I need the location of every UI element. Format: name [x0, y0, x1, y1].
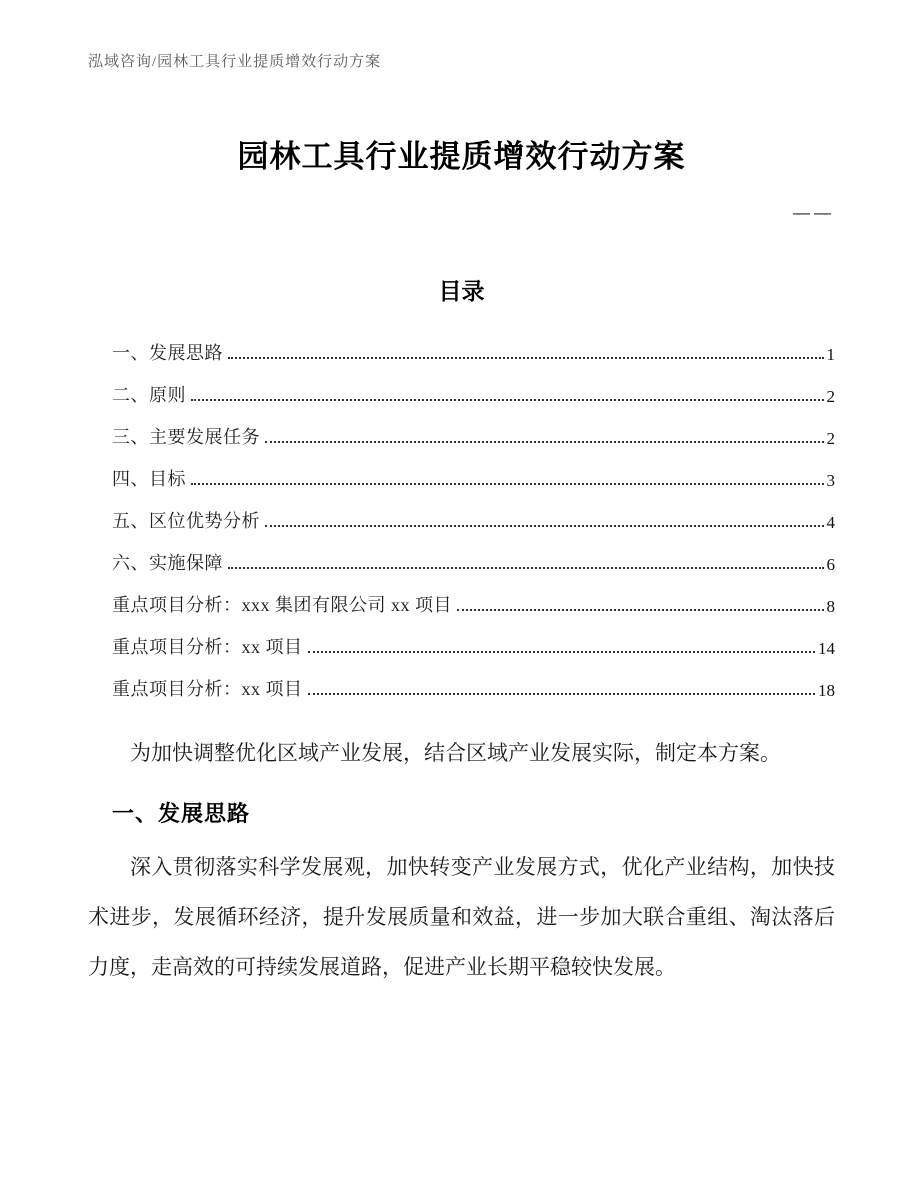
toc-dot-leader — [265, 525, 824, 527]
toc-entry[interactable] — [88, 410, 835, 452]
running-header: 泓域咨询/园林工具行业提质增效行动方案 — [88, 54, 382, 70]
toc-dot-leader — [308, 651, 816, 653]
toc-entry-label: 三、主要发展任务 — [112, 427, 260, 447]
toc-entry[interactable] — [88, 536, 835, 578]
toc-dot-leader — [457, 609, 824, 611]
section-paragraph: 深入贯彻落实科学发展观，加快转变产业发展方式，优化产业结构，加快技术进步，发展循环经济，提升发展质量和效益，进一步加大联合重组、淘汰落后力度，走高效的可持续发展道路，促进产业长期平稳较快发展。 — [88, 855, 835, 979]
toc-entry-label: 四、目标 — [112, 469, 186, 489]
toc-dot-leader — [308, 693, 816, 695]
toc-entry-label: 重点项目分析：xx 项目 — [112, 637, 303, 657]
toc-dot-leader — [228, 567, 824, 569]
toc-entry[interactable] — [88, 368, 835, 410]
toc-entry-label: 重点项目分析：xx 项目 — [112, 679, 303, 699]
intro-paragraph: 为加快调整优化区域产业发展，结合区域产业发展实际，制定本方案。 — [130, 741, 781, 765]
toc-entry-label: 一、发展思路 — [112, 343, 223, 363]
toc-dot-leader — [265, 441, 824, 443]
section-heading: 一、发展思路 — [112, 801, 251, 826]
toc-entry-label: 重点项目分析：xxx 集团有限公司 xx 项目 — [112, 595, 452, 615]
toc-page-number: 3 — [826, 471, 835, 490]
toc-page-number: 18 — [818, 681, 835, 700]
table-of-contents — [88, 326, 835, 704]
toc-entry-label: 五、区位优势分析 — [112, 511, 260, 531]
toc-dot-leader — [228, 357, 824, 359]
toc-entry[interactable] — [88, 578, 835, 620]
toc-page-number: 1 — [826, 345, 835, 364]
toc-page-number: 2 — [826, 387, 835, 406]
toc-entry[interactable] — [88, 662, 835, 704]
toc-entry[interactable] — [88, 494, 835, 536]
toc-page-number: 14 — [818, 639, 835, 658]
toc-page-number: 8 — [826, 597, 835, 616]
toc-entry[interactable] — [88, 452, 835, 494]
toc-entry[interactable] — [88, 620, 835, 662]
toc-page-number: 6 — [826, 555, 835, 574]
toc-dot-leader — [191, 399, 824, 401]
toc-entry-label: 六、实施保障 — [112, 553, 223, 573]
toc-entry-label: 二、原则 — [112, 385, 186, 405]
toc-page-number: 2 — [826, 429, 835, 448]
toc-dot-leader — [191, 483, 824, 485]
document-title: 园林工具行业提质增效行动方案 — [237, 139, 686, 174]
toc-heading: 目录 — [438, 278, 485, 304]
signature-dash: —— — [793, 203, 835, 222]
toc-page-number: 4 — [826, 513, 835, 532]
toc-entry[interactable] — [88, 326, 835, 368]
